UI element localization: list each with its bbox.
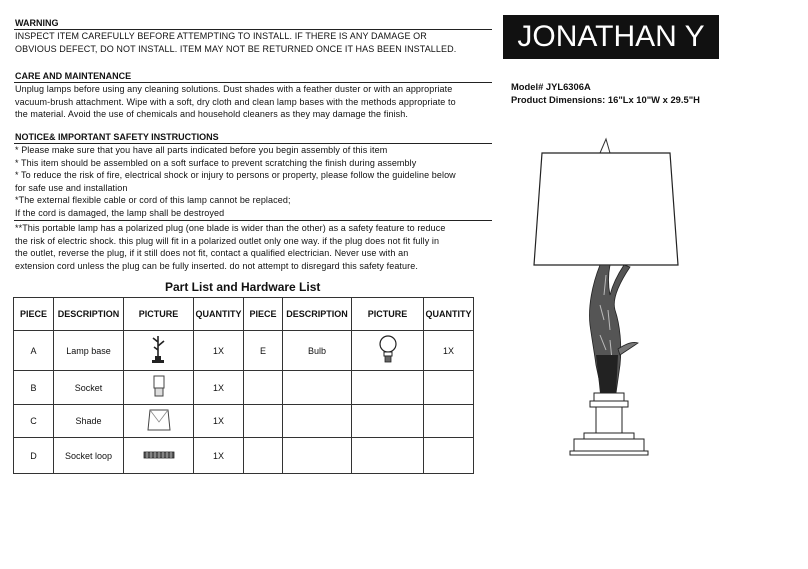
table-row xyxy=(14,371,474,405)
picture-cell xyxy=(124,438,194,474)
plug-line-1: **This portable lamp has a polarized plug (one blade is wider than the other) as a safety feature to reduce xyxy=(15,223,446,233)
warning-line-2: OBVIOUS DEFECT, DO NOT INSTALL. ITEM MAY NOT BE RETURNED ONCE IT HAS BEEN INSTALLED. xyxy=(15,43,457,54)
description-cell: Shade xyxy=(54,405,124,438)
quantity-cell xyxy=(424,405,474,438)
quantity-cell: 1X xyxy=(194,371,244,405)
table-row xyxy=(14,405,474,438)
picture-cell xyxy=(352,331,424,371)
shade-icon xyxy=(145,408,173,432)
table-row xyxy=(14,438,474,474)
quantity-cell: 1X xyxy=(424,331,474,371)
picture-cell xyxy=(124,331,194,371)
piece-cell xyxy=(244,371,283,405)
care-line-1: Unplug lamps before using any cleaning solutions. Dust shades with a feather duster or with an appropriate xyxy=(15,84,453,94)
product-dimensions: Product Dimensions: 16"Lx 10"W x 29.5"H xyxy=(511,94,700,105)
notice-line-5: *The external flexible cable or cord of this lamp cannot be replaced; xyxy=(15,195,291,206)
picture-cell xyxy=(124,405,194,438)
warning-text xyxy=(15,30,456,55)
description-cell: Socket xyxy=(54,371,124,405)
care-title: CARE AND MAINTENANCE xyxy=(15,71,132,81)
parts-title: Part List and Hardware List xyxy=(165,280,321,294)
header-description-2: DESCRIPTION xyxy=(283,298,352,331)
parts-table xyxy=(13,297,474,474)
picture-cell xyxy=(352,371,424,405)
notice-line-1: * Please make sure that you have all parts indicated before you begin assembly of this item xyxy=(15,145,388,155)
piece-cell: D xyxy=(14,438,54,474)
model-number: Model# JYL6306A xyxy=(511,81,591,92)
quantity-cell: 1X xyxy=(194,438,244,474)
notice-title: NOTICE& IMPORTANT SAFETY INSTRUCTIONS xyxy=(15,132,219,142)
header-picture: PICTURE xyxy=(124,298,194,331)
notice-line-6: If the cord is damaged, the lamp shall be destroyed xyxy=(15,207,225,218)
plug-rule xyxy=(14,220,492,221)
care-text xyxy=(15,83,456,121)
notice-line-3: * To reduce the risk of fire, electrical shock or injury to persons or property, please follow the guideline below xyxy=(15,170,456,181)
header-description: DESCRIPTION xyxy=(54,298,124,331)
picture-cell xyxy=(352,405,424,438)
lamp-base-icon xyxy=(144,334,174,366)
piece-cell: A xyxy=(14,331,54,371)
plug-line-3: the outlet, reverse the plug, if it still does not fit, contact a qualified electrician. Never use with an xyxy=(15,248,409,259)
care-line-3: the material. Avoid the use of chemicals and household cleaners as they may damage the finish. xyxy=(15,109,408,120)
picture-cell xyxy=(124,371,194,405)
description-cell: Socket loop xyxy=(54,438,124,474)
plug-line-4: extension cord unless the plug can be fully inserted. do not attempt to disregard this safety feature. xyxy=(15,260,418,271)
piece-cell xyxy=(244,405,283,438)
table-row xyxy=(14,331,474,371)
quantity-cell xyxy=(424,438,474,474)
socket-icon xyxy=(151,374,167,400)
notice-line-4: for safe use and installation xyxy=(15,182,128,193)
header-piece: PIECE xyxy=(14,298,54,331)
warning-line-1: INSPECT ITEM CAREFULLY BEFORE ATTEMPTING TO INSTALL. IF THERE IS ANY DAMAGE OR xyxy=(15,31,427,41)
plug-text xyxy=(15,222,445,272)
description-cell: Lamp base xyxy=(54,331,124,371)
quantity-cell: 1X xyxy=(194,331,244,371)
description-cell xyxy=(283,438,352,474)
description-cell: Bulb xyxy=(283,331,352,371)
notice-text xyxy=(15,144,456,220)
header-quantity: QUANTITY xyxy=(194,298,244,331)
bulb-icon xyxy=(377,334,399,366)
piece-cell: C xyxy=(14,405,54,438)
header-picture-2: PICTURE xyxy=(352,298,424,331)
picture-cell xyxy=(352,438,424,474)
warning-title: WARNING xyxy=(15,18,59,28)
piece-cell xyxy=(244,438,283,474)
plug-line-2: the risk of electric shock. this plug will fit in a polarized outlet only one way. if the plug does not fit fully in xyxy=(15,235,440,246)
socket-loop-icon xyxy=(142,449,176,461)
parts-header-row xyxy=(14,298,474,331)
lamp-illustration-icon xyxy=(520,135,720,460)
quantity-cell: 1X xyxy=(194,405,244,438)
care-line-2: vacuum-brush attachment. Wipe with a soft, dry cloth and clean lamp bases with the methods appropriate to xyxy=(15,96,456,107)
description-cell xyxy=(283,405,352,438)
notice-line-2: * This item should be assembled on a soft surface to prevent scratching the finish during assembly xyxy=(15,157,417,168)
piece-cell: E xyxy=(244,331,283,371)
header-quantity-2: QUANTITY xyxy=(424,298,474,331)
header-piece-2: PIECE xyxy=(244,298,283,331)
description-cell xyxy=(283,371,352,405)
brand-logo: JONATHAN Y xyxy=(503,15,719,59)
quantity-cell xyxy=(424,371,474,405)
piece-cell: B xyxy=(14,371,54,405)
